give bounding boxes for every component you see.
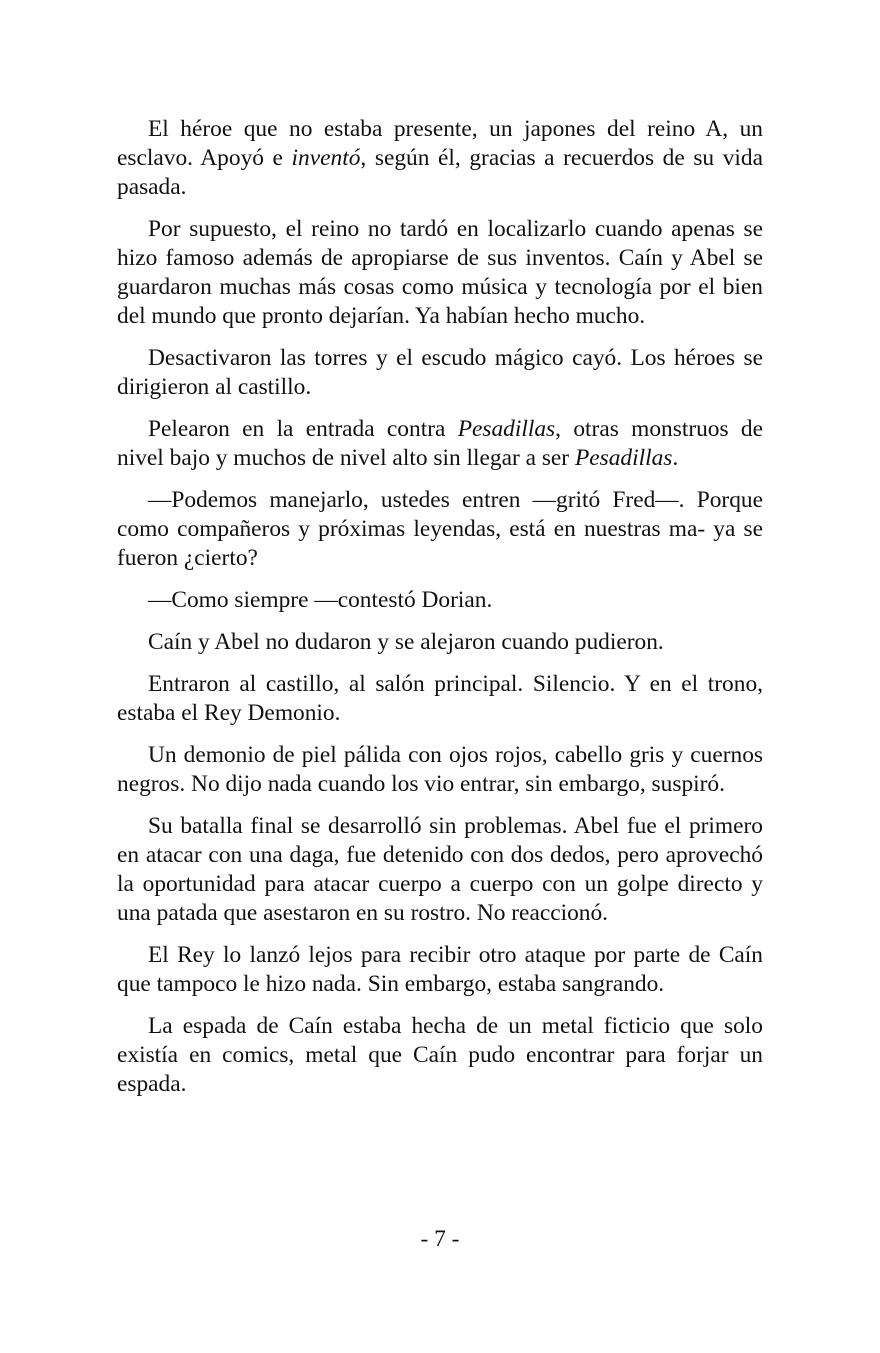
- page-number: - 7 -: [420, 1226, 460, 1252]
- paragraph: [117, 628, 763, 657]
- italic-text: Pesadillas: [574, 445, 673, 471]
- paragraph-text: , otras monstruos de nivel bajo y muchos de nivel alto sin llegar a ser: [117, 416, 764, 471]
- italic-text: inventó: [291, 145, 361, 171]
- paragraph: [117, 115, 763, 202]
- paragraph-text: Entraron al castillo, al salón principal. Silencio. Y en el trono, estaba el Rey Demonio.: [117, 671, 763, 726]
- paragraph: [117, 215, 763, 331]
- paragraph-text: , según él, gracias a recuerdos de su vida pasada.: [117, 145, 763, 200]
- paragraph-text: —Como siempre —contestó Dorian.: [148, 587, 493, 613]
- paragraph-text: Caín y Abel no dudaron y se alejaron cuando pudieron.: [148, 629, 664, 655]
- paragraph-text: El héroe que no estaba presente, un japones del reino A, un esclavo. Apoyó e: [117, 116, 763, 171]
- paragraph-text: Un demonio de piel pálida con ojos rojos, cabello gris y cuernos negros. No dijo nada cuando los vio entrar, sin embargo, suspiró.: [117, 742, 763, 797]
- paragraph-text: La espada de Caín estaba hecha de un metal ficticio que solo existía en comics, metal que Caín pudo encontrar para forjar un espada.: [117, 1013, 763, 1097]
- paragraph: [117, 941, 763, 999]
- paragraph-text: —Podemos manejarlo, ustedes entren —gritó Fred—. Porque como compañeros y próximas leyendas, está en nuestras ma- ya se fueron ¿cierto?: [117, 487, 763, 571]
- paragraph: [117, 741, 763, 799]
- paragraph-text: El Rey lo lanzó lejos para recibir otro ataque por parte de Caín que tampoco le hizo nada. Sin embargo, estaba sangrando.: [117, 942, 763, 997]
- paragraph-text: Su batalla final se desarrolló sin problemas. Abel fue el primero en atacar con una daga, fue detenido con dos dedos, pero aprovechó la oportunidad para atacar cuerpo a cuerpo con un golpe directo y una patada que asestaron en su rostro. No reaccionó.: [117, 813, 763, 926]
- paragraph-text: Pelearon en la entrada contra: [148, 416, 458, 442]
- paragraph-text: Desactivaron las torres y el escudo mágico cayó. Los héroes se dirigieron al castillo.: [117, 345, 763, 400]
- paragraph-text: Por supuesto, el reino no tardó en localizarlo cuando apenas se hizo famoso además de apropiarse de sus inventos. Caín y Abel se guardaron muchas más cosas como música y tecnología por el bien del mundo que pronto dejarían. Ya habían hecho mucho.: [117, 216, 763, 329]
- paragraph: [117, 670, 763, 728]
- paragraph: [117, 812, 763, 928]
- italic-text: Pesadillas: [457, 416, 556, 442]
- paragraph: [117, 1012, 763, 1099]
- paragraph: [117, 415, 763, 473]
- paragraph: [117, 344, 763, 402]
- page-body: [117, 115, 763, 1112]
- paragraph: [117, 486, 763, 573]
- paragraph: [117, 586, 763, 615]
- paragraph-text: .: [672, 445, 679, 471]
